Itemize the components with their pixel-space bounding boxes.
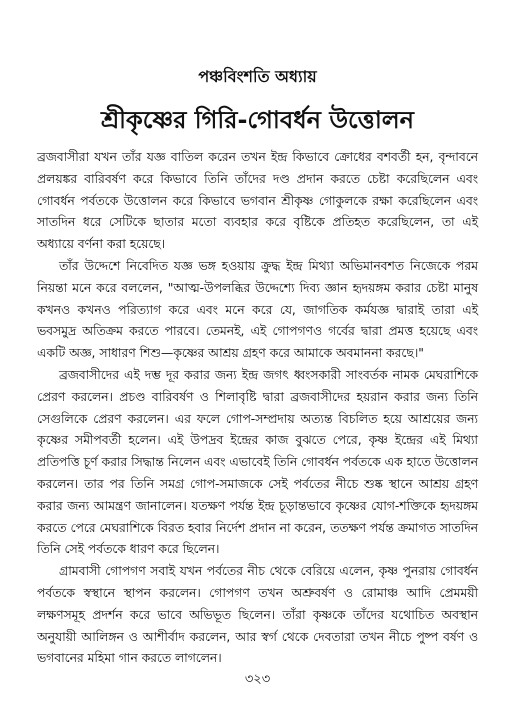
paragraph: ব্রজবাসীদের এই দম্ভ দূর করার জন্য ইন্দ্র জগৎ ধ্বংসকারী সাংবর্তক নামক মেঘরাশিকে প্রেরণ করলেন। প্রচণ্ড বারিবর্ষণ ও শিলাবৃষ্টি দ্বারা ব্রজবাসীদের হয়রান করার জন্য তিনি সেগুলিকে প্রেরণ করলেন। এর ফলে গোপ-সম্প্রদায় অত্যন্ত বিচলিত হয়ে আশ্রয়ের জন্য কৃষ্ণের সমীপবর্তী হলেন। এই উপদ্রব ইন্দ্রের কাজ বুঝতে পেরে, কৃষ্ণ ইন্দ্রের এই মিথ্যা প্রতিপত্তি চূর্ণ করার সিদ্ধান্ত নিলেন এবং এভাবেই তিনি গোবর্ধন পর্বতকে এক হাতে উত্তোলন করলেন। তার পর তিনি সমগ্র গোপ-সমাজকে সেই পর্বতের নীচে শুষ্ক স্থানে আশ্রয় গ্রহণ করার জন্য আমন্ত্রণ জানালেন। যতক্ষণ পর্যন্ত ইন্দ্র চূড়ান্তভাবে কৃষ্ণের যোগ-শক্তিকে হৃদয়ঙ্গম করতে পেরে মেঘরাশিকে বিরত হবার নির্দেশ প্রদান না করেন, ততক্ষণ পর্যন্ত ক্রমাগত সাতদিন তিনি সেই পর্বতকে ধারণ করে ছিলেন। xyxy=(37,367,478,557)
body-text xyxy=(37,147,478,670)
page-number: ৩২৩ xyxy=(244,672,271,687)
chapter-heading: পঞ্চবিংশতি অধ্যায় xyxy=(198,67,317,86)
paragraph: তাঁর উদ্দেশে নিবেদিত যজ্ঞ ভঙ্গ হওয়ায় ক্রুদ্ধ ইন্দ্র মিথ্যা অভিমানবশত নিজেকে পরম নিয়ন্তা মনে করে বললেন, "আত্ম-উপলব্ধির উদ্দেশ্যে দিব্য জ্ঞান হৃদয়ঙ্গম করার চেষ্টা মানুষ কখনও কখনও পরিত্যাগ করে এবং মনে করে যে, জাগতিক কর্মযজ্ঞ দ্বারাই তারা এই ভবসমুদ্র অতিক্রম করতে পারবে। তেমনই, এই গোপগণও গর্বের দ্বারা প্রমত্ত হয়েছে এবং একটি অজ্ঞ, সাধারণ শিশু—কৃষ্ণের আশ্রয় গ্রহণ করে আমাকে অবমাননা করছে।" xyxy=(37,258,478,361)
paragraph: গ্রামবাসী গোপগণ সবাই যখন পর্বতের নীচ থেকে বেরিয়ে এলেন, কৃষ্ণ পুনরায় গোবর্ধন পর্বতকে স্বস্থানে স্থাপন করলেন। গোপগণ তখন অশ্রুবর্ষণ ও রোমাঞ্চ আদি প্রেমময়ী লক্ষণসমূহ প্রদর্শন করে ভাবে অভিভূত ছিলেন। তাঁরা কৃষ্ণকে তাঁদের যথোচিত অবস্থান অনুযায়ী আলিঙ্গন ও আশীর্বাদ করলেন, আর স্বর্গ থেকে দেবতারা তখন নীচে পুষ্প বর্ষণ ও ভগবানের মহিমা গান করতে লাগলেন। xyxy=(37,564,478,666)
chapter-title: শ্রীকৃষ্ণের গিরি-গোবর্ধন উত্তোলন xyxy=(100,106,415,134)
paragraph: ব্রজবাসীরা যখন তাঁর যজ্ঞ বাতিল করেন তখন ইন্দ্র কিভাবে ক্রোধের বশবর্তী হন, বৃন্দাবনে প্রলয়ঙ্কর বারিবর্ষণ করে কিভাবে তিনি তাঁদের দণ্ড প্রদান করতে চেষ্টা করেছিলেন এবং গোবর্ধন পর্বতকে উত্তোলন করে কিভাবে ভগবান শ্রীকৃষ্ণ গোকুলকে রক্ষা করেছিলেন এবং সাতদিন ধরে সেটিকে ছাতার মতো ব্যবহার করে বৃষ্টিকে প্রতিহত করেছিলেন, তা এই অধ্যায়ে বর্ণনা করা হয়েছে। xyxy=(37,150,478,252)
